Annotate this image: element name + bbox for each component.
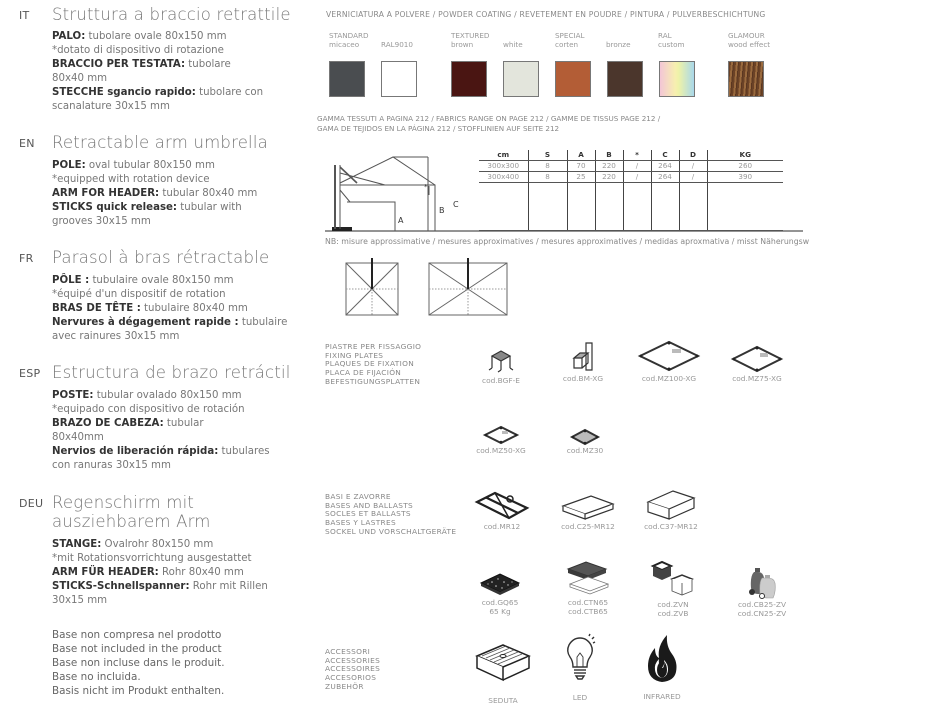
block-base-icon	[645, 486, 697, 522]
table-cell: 8	[528, 160, 567, 171]
size-spec-table	[479, 150, 783, 231]
dim-label-a: A	[398, 216, 404, 225]
product-bm-xg	[558, 340, 608, 383]
swatch-ral9010	[381, 61, 417, 97]
table-cell: 25	[567, 171, 595, 182]
product-code: cod.MZ50-XG	[476, 446, 526, 455]
spec-text: 80x40 mm	[52, 73, 108, 84]
lang-code: IT	[19, 9, 30, 22]
square-plate-small-icon	[482, 424, 520, 446]
product-c25-mr12	[555, 492, 621, 531]
granite-base-icon	[478, 570, 522, 598]
wall-bracket-icon	[568, 340, 598, 374]
spec-text: tubolare	[185, 59, 231, 70]
table-cell: 390	[707, 171, 783, 182]
table-cell: 260	[707, 160, 783, 171]
product-mz30	[562, 428, 608, 455]
col-header: A	[567, 150, 595, 160]
spec-text: *equipado con dispositivo de rotación	[52, 404, 245, 415]
fabrics-line: GAMA DE TEJIDOS EN LA PÁGINA 212 / STOFFLINIEN AUF SEITE 212	[317, 124, 560, 133]
product-code: cod.CTN65	[567, 598, 609, 607]
swatch-label: bronze	[606, 40, 631, 49]
table-cell: 300x400	[479, 171, 528, 182]
lang-specs	[52, 159, 302, 229]
spec-text: *équipé d'un dispositif de rotation	[52, 289, 226, 300]
approximate-measures-note: NB: misure approssimative / mesures approximatives / mesures approximatives / medidas aproxmativa / misst Näherungsw	[325, 237, 810, 246]
square-plate-large-icon	[636, 338, 702, 374]
accessory-led	[558, 633, 602, 702]
square-plate-mini-icon	[569, 428, 601, 446]
spec-text: Rohr mit Rillen	[189, 581, 268, 592]
table-cell: /	[623, 160, 651, 171]
spec-text: tubulaire ovale 80x150 mm	[89, 275, 234, 286]
accessories-label	[325, 648, 380, 692]
product-code: cod.MZ100-XG	[641, 374, 697, 383]
label-line: BEFESTIGUNGSPLATTEN	[325, 376, 421, 386]
product-code: cod.CTB65	[568, 607, 608, 616]
swatch-micaceo	[329, 61, 365, 97]
tile-base-icon	[564, 560, 612, 598]
product-c37-mr12	[638, 486, 704, 531]
spec-label: BRAZO DE CABEZA:	[52, 418, 164, 429]
table-cell: 300x300	[479, 160, 528, 171]
swatch-label: white	[503, 40, 523, 49]
label-line: SOCLES ET BALLASTS	[325, 509, 411, 519]
product-mz50-xg	[476, 424, 526, 455]
product-code: cod.MR12	[483, 522, 521, 531]
label-line: ACCESSOIRES	[325, 664, 381, 674]
spec-label: STICKS-Schnellspanner:	[52, 581, 190, 592]
lang-title: ausziehbarem Arm	[52, 512, 211, 531]
product-mz100-xg	[634, 338, 704, 383]
spec-text: Ovalrohr 80x150 mm	[101, 539, 214, 550]
lang-code: ESP	[19, 367, 41, 380]
spec-label: STECCHE sgancio rapido:	[52, 87, 196, 98]
col-header: B	[595, 150, 623, 160]
spec-label: STANGE:	[52, 539, 102, 550]
spec-text: tubulaire 80x40 mm	[140, 303, 248, 314]
lang-title: Regenschirm mit	[52, 493, 195, 512]
spec-label: BRAS DE TÊTE :	[52, 303, 141, 314]
product-code: cod.BGF-E	[482, 376, 520, 385]
spec-label: ARM FOR HEADER:	[52, 188, 160, 199]
product-code: cod.C25-MR12	[561, 522, 615, 531]
spec-text: *dotato di dispositivo di rotazione	[52, 45, 224, 56]
label-line: BASES Y LASTRES	[325, 518, 396, 528]
base-not-included-note	[52, 628, 225, 698]
fabrics-line: GAMMA TESSUTI A PAGINA 212 / FABRICS RANGE ON PAGE 212 / GAMME DE TISSUS PAGE 212 /	[317, 114, 661, 123]
label-line: BASI E ZAVORRE	[325, 492, 391, 501]
spec-text: tubular	[163, 418, 204, 429]
spec-text: *mit Rotationsvorrichtung ausgestattet	[52, 553, 252, 564]
table-row	[479, 160, 783, 171]
col-header: D	[679, 150, 707, 160]
coating-title: VERNICIATURA A POLVERE / POWDER COATING / REVETEMENT EN POUDRE / PINTURA / PULVERBESCHICHTUNG	[326, 10, 766, 19]
spec-label: Nervios de liberación rápida:	[52, 446, 219, 457]
product-code: cod.ZVN	[657, 600, 689, 609]
product-cb25-zv	[732, 566, 792, 618]
product-bgf-e	[476, 346, 526, 385]
swatch-label: SPECIAL corten	[555, 31, 585, 49]
product-code: cod.BM-XG	[562, 374, 604, 383]
spec-text: scanalature 30x15 mm	[52, 101, 170, 112]
square-plate-medium-icon	[730, 344, 784, 374]
light-bulb-icon	[565, 633, 595, 685]
accessory-name: SEDUTA	[488, 696, 518, 705]
col-header: *	[623, 150, 651, 160]
lang-code: DEU	[19, 497, 44, 510]
spec-label: BRACCIO PER TESTATA:	[52, 59, 186, 70]
spec-text: tubular 80x40 mm	[159, 188, 258, 199]
spec-text: tubolare con	[195, 87, 264, 98]
flame-icon	[645, 632, 679, 684]
spec-text: con ranuras 30x15 mm	[52, 460, 171, 471]
swatch-textured-brown	[451, 61, 487, 97]
col-header: C	[651, 150, 679, 160]
note-line: Basis nicht im Produkt enthalten.	[52, 685, 225, 697]
spec-text: tubulares	[218, 446, 270, 457]
lang-specs	[52, 538, 302, 608]
product-mz75-xg	[727, 344, 787, 383]
lang-title: Struttura a braccio retrattile	[52, 5, 291, 24]
table-cell: /	[679, 160, 707, 171]
lang-title: Estructura de brazo retráctil	[52, 363, 291, 382]
label-line: BASES AND BALLASTS	[325, 500, 414, 510]
table-cell: 220	[595, 171, 623, 182]
lang-title: Retractable arm umbrella	[52, 133, 268, 152]
accessory-seduta	[472, 640, 534, 705]
col-header: S	[528, 150, 567, 160]
spec-label: POSTE:	[52, 390, 94, 401]
swatch-corten	[555, 61, 591, 97]
product-code: cod.C37-MR12	[644, 522, 698, 531]
spec-text: grooves 30x15 mm	[52, 216, 151, 227]
spec-text: *equipped with rotation device	[52, 174, 210, 185]
spec-label: PÔLE :	[52, 275, 90, 286]
swatch-label: GLAMOUR wood effect	[728, 31, 771, 49]
swatch-bronze	[607, 61, 643, 97]
product-code: cod.MZ30	[566, 446, 604, 455]
product-weight: 65 Kg	[489, 607, 511, 616]
table-filler-row	[479, 182, 783, 230]
swatch-label: STANDARD micaceo	[329, 31, 369, 49]
slab-base-icon	[559, 492, 617, 522]
spec-text: tubular with	[177, 202, 242, 213]
lang-specs	[52, 30, 302, 114]
col-header: cm	[479, 150, 528, 160]
swatch-label: RAL custom	[658, 31, 685, 49]
table-cell: 8	[528, 171, 567, 182]
planter-base-icon	[650, 560, 696, 600]
product-code: cod.MZ75-XG	[732, 374, 782, 383]
lang-code: EN	[19, 137, 35, 150]
product-ctn65	[560, 560, 616, 616]
spec-text: tubular ovalado 80x150 mm	[93, 390, 242, 401]
plan-view-square	[343, 258, 401, 318]
label-line: ZUBEHÖR	[325, 681, 364, 691]
table-row	[479, 171, 783, 182]
table-cell: /	[679, 171, 707, 182]
bases-label	[325, 493, 456, 537]
dim-label-b: B	[439, 206, 445, 215]
product-code: cod.CN25-ZV	[737, 609, 787, 618]
swatch-ral-custom	[659, 61, 695, 97]
table-cell: 264	[651, 171, 679, 182]
spec-text: 80x40mm	[52, 432, 104, 443]
note-line: Base non incluse dans le produit.	[52, 657, 225, 669]
label-line: SOCKEL UND VORSCHALTGERÄTE	[325, 526, 457, 536]
dim-label-c: C	[453, 200, 459, 209]
lang-title: Parasol à bras rétractable	[52, 248, 270, 267]
table-cell: 70	[567, 160, 595, 171]
note-line: Base non compresa nel prodotto	[52, 629, 222, 641]
spec-text: oval tubular 80x150 mm	[85, 160, 215, 171]
label-line: ACCESSORI	[325, 647, 371, 656]
swatch-label: TEXTURED brown	[451, 31, 490, 49]
product-mr12	[472, 490, 532, 531]
cross-base-icon	[473, 490, 531, 522]
spec-label: Nervures à dégagement rapide :	[52, 317, 239, 328]
accessory-infrared	[634, 632, 690, 701]
swatch-textured-white	[503, 61, 539, 97]
note-line: Base not included in the product	[52, 643, 222, 655]
note-line: Base no incluida.	[52, 671, 141, 683]
lang-specs	[52, 389, 302, 473]
spec-label: STICKS quick release:	[52, 202, 177, 213]
spec-text: tubolare ovale 80x150 mm	[85, 31, 227, 42]
seat-icon	[474, 640, 532, 686]
swatch-wood-effect	[728, 61, 764, 97]
plan-view-rectangle	[426, 258, 510, 318]
spec-text: tubulaire	[238, 317, 288, 328]
label-line: PIASTRE PER FISSAGGIO	[325, 342, 422, 351]
table-header-row	[479, 150, 783, 160]
product-code: cod.ZVB	[657, 609, 689, 618]
spec-text: avec rainures 30x15 mm	[52, 331, 180, 342]
spec-text: Rohr 80x40 mm	[158, 567, 244, 578]
spec-label: POLE:	[52, 160, 86, 171]
col-header: KG	[707, 150, 783, 160]
label-line: ACCESSORIES	[325, 655, 381, 665]
lang-specs	[52, 274, 302, 344]
label-line: PLACA DE FIJACIÓN	[325, 368, 402, 378]
label-line: PLAQUES DE FIXATION	[325, 359, 415, 369]
product-code: cod.GQ65	[481, 598, 519, 607]
accessory-name: INFRARED	[643, 692, 681, 701]
sandbag-icon	[746, 566, 778, 600]
product-zvn	[646, 560, 700, 618]
fixing-plates-label	[325, 343, 421, 387]
label-line: ACCESORIOS	[325, 673, 377, 683]
spec-text: 30x15 mm	[52, 595, 108, 606]
spec-label: ARM FÜR HEADER:	[52, 567, 159, 578]
table-cell: /	[623, 171, 651, 182]
product-code: cod.CB25-ZV	[737, 600, 787, 609]
swatch-label: RAL9010	[381, 40, 413, 49]
fabrics-note	[317, 114, 660, 134]
table-cell: 264	[651, 160, 679, 171]
table-cell: 220	[595, 160, 623, 171]
dim-label-star: *	[424, 183, 428, 191]
label-line: FIXING PLATES	[325, 350, 384, 360]
product-gq65	[472, 570, 528, 616]
accessory-name: LED	[572, 693, 588, 702]
spec-label: PALO:	[52, 31, 86, 42]
lang-code: FR	[19, 252, 34, 265]
fixing-bracket-icon	[486, 346, 516, 376]
